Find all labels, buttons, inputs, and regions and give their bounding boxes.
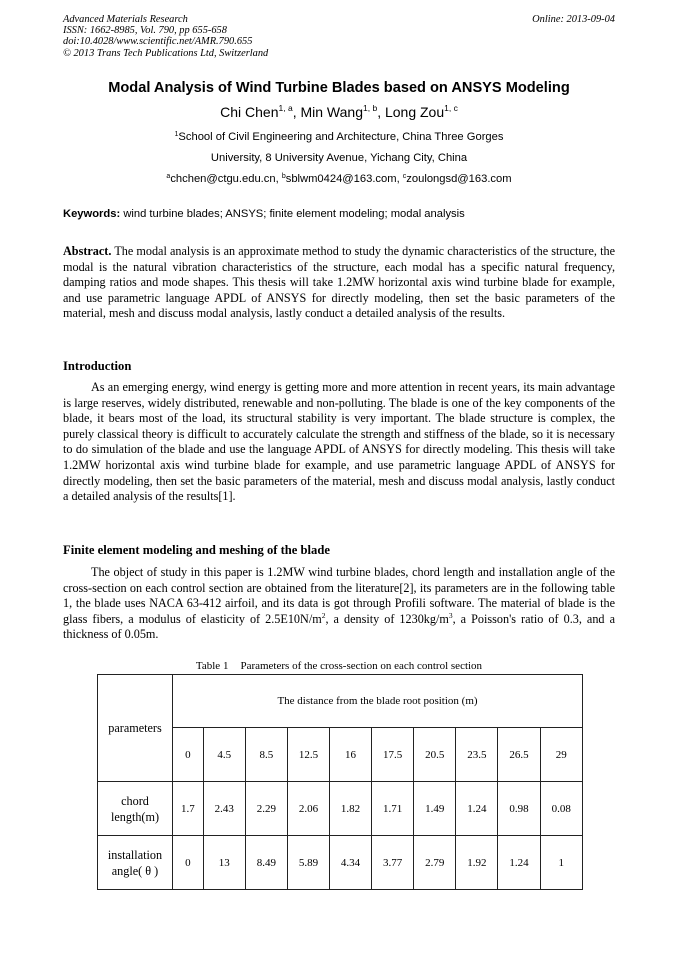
- table-cell: 1: [540, 836, 582, 890]
- section-heading-finite-element: Finite element modeling and meshing of the blade: [63, 543, 330, 557]
- email-sup: a: [166, 173, 171, 180]
- table-header-row: [98, 675, 583, 728]
- distance-cell: 17.5: [372, 728, 414, 782]
- distance-cell: 20.5: [414, 728, 456, 782]
- row-label-line: chord: [121, 793, 149, 808]
- table-cell: 1.82: [330, 782, 372, 836]
- table-cell: 1.92: [456, 836, 498, 890]
- table-number: Table 1: [195, 660, 229, 672]
- abstract-text: The modal analysis is an approximate method to study the dynamic characteristics of the structure, the modal is the natural vibration characteristics of the structure, each modal has a specific natural frequency, damping ratios and mode shapes. This thesis will take 1.2MW horizontal axis wind turbine blade for example, and use parametric language APDL of ANSYS for directly modeling, then set the basic parameters of the material, mesh and discuss modal analysis, lastly conduct a detailed analysis of the results.: [63, 244, 615, 321]
- table-cell: 0: [173, 836, 204, 890]
- row-label-line: angle( θ ): [111, 863, 159, 878]
- table-cell: 0.08: [540, 782, 582, 836]
- paragraph-text: The object of study in this paper is 1.2MW wind turbine blades, chord length and installation angle of the cross-section on each control section are obtained from the literature[2], its parameters are in the following table 1, the blade uses NACA 63-412 airfoil, and its data is got through Profili software. The material of blade is the glass fibers, a modulus of elasticity of 2.5E10N/m: [63, 565, 615, 626]
- author-name: Long Zou: [384, 104, 445, 120]
- email-sup: c: [402, 173, 407, 180]
- distance-cell: 12.5: [287, 728, 329, 782]
- affiliation-sup: 1: [174, 131, 179, 138]
- distance-cell: 16: [330, 728, 372, 782]
- introduction-paragraph: As an emerging energy, wind energy is getting more and more attention in recent years, its main advantage is large reserves, widely distributed, renewable and non-polluting. The blade is one of the key components of the blade, it bears most of the load, its structural stability is very important. The blade structure is complex, the purely classical theory is difficult to accurately calculate the strength and stiffness of the blade, so it is necessary to do simulation of the blade and use the language APDL of ANSYS for directly modeling. This thesis will take 1.2MW horizontal axis wind turbine blade for example, and use parametric language APDL of ANSYS for directly modeling, then set the basic parameters of the material, mesh and discuss modal analysis, lastly conduct a detailed analysis of the results[1].: [63, 380, 615, 504]
- doi-line: doi:10.4028/www.scientific.net/AMR.790.655: [63, 36, 253, 48]
- email-link[interactable]: sblwm0424@163.com: [285, 173, 397, 185]
- table-cell: 1.71: [372, 782, 414, 836]
- section-heading-introduction: Introduction: [63, 359, 132, 373]
- table-row: [98, 836, 583, 890]
- parameters-table: [97, 674, 583, 890]
- author-list: Chi Chen$^{1, a}$, Min Wang$^{1, b}$, Long Zou$^{1, c}$: [220, 103, 458, 120]
- keywords-text: wind turbine blades; ANSYS; finite element modeling; modal analysis: [123, 208, 465, 220]
- affiliation-line-2: University, 8 University Avenue, Yichang City, China: [210, 152, 468, 164]
- distance-span-header: The distance from the blade root position (m): [173, 675, 583, 728]
- copyright-line: © 2013 Trans Tech Publications Ltd, Switzerland: [63, 47, 269, 59]
- affiliation-line-1: [0, 131, 678, 143]
- abstract: [63, 244, 615, 322]
- email-line: $^a$chchen@ctgu.edu.cn, $^b$sblwm0424@163.com, $^c$zoulongsd@163.com: [166, 173, 512, 185]
- author-name: Chi Chen: [220, 104, 279, 120]
- table-cell: 0.98: [498, 782, 540, 836]
- row-label: [98, 836, 173, 890]
- table-caption: [0, 660, 678, 672]
- superscript: 3: [448, 610, 453, 620]
- distance-cell: 4.5: [203, 728, 245, 782]
- table-cell: 2.79: [414, 836, 456, 890]
- table-cell: 1.24: [498, 836, 540, 890]
- keywords-label: Keywords:: [63, 208, 121, 220]
- table-cell: 4.34: [330, 836, 372, 890]
- distance-cell: 8.5: [245, 728, 287, 782]
- paragraph-text: , a Poisson's ratio of 0.3, and a thickness of 0.05m.: [63, 611, 615, 642]
- finite-element-paragraph: [63, 565, 615, 643]
- distance-cell: 0: [173, 728, 204, 782]
- distance-cell: 26.5: [498, 728, 540, 782]
- issn-line: ISSN: 1662-8985, Vol. 790, pp 655-658: [63, 25, 227, 37]
- table-cell: 3.77: [372, 836, 414, 890]
- distance-cell: 23.5: [456, 728, 498, 782]
- email-link[interactable]: zoulongsd@163.com: [406, 173, 512, 185]
- table-cell: 2.43: [203, 782, 245, 836]
- superscript: 2: [321, 610, 326, 620]
- table-cell: 2.06: [287, 782, 329, 836]
- affiliation-text: School of Civil Engineering and Architecture, China Three Gorges: [178, 131, 504, 143]
- author-sup: 1, c: [444, 103, 458, 113]
- row-label: [98, 782, 173, 836]
- email-link[interactable]: chchen@ctgu.edu.cn: [170, 173, 276, 185]
- abstract-label: Abstract.: [63, 244, 112, 258]
- table-cell: 13: [203, 836, 245, 890]
- table-cell: 2.29: [245, 782, 287, 836]
- table-row: [98, 782, 583, 836]
- author-sup: 1, b: [363, 103, 378, 113]
- email-sup: b: [281, 173, 286, 180]
- corner-header: parameters: [98, 675, 173, 782]
- row-label-line: installation: [107, 847, 163, 862]
- paragraph-text: , a density of 1230kg/m: [325, 611, 449, 626]
- paper-title: Modal Analysis of Wind Turbine Blades based on ANSYS Modeling: [108, 80, 570, 96]
- table-cell: 5.89: [287, 836, 329, 890]
- journal-name: Advanced Materials Research: [63, 14, 188, 25]
- keywords: [63, 208, 465, 220]
- table-cell: 1.49: [414, 782, 456, 836]
- distance-cell: 29: [540, 728, 582, 782]
- table-cell: 8.49: [245, 836, 287, 890]
- table-cell: 1.7: [173, 782, 204, 836]
- row-label-line: length(m): [110, 809, 160, 824]
- table-cell: 1.24: [456, 782, 498, 836]
- online-date: Online: 2013-09-04: [532, 14, 615, 25]
- author-name: Min Wang: [300, 104, 363, 120]
- running-header: [63, 14, 268, 59]
- table-caption-text: Parameters of the cross-section on each control section: [240, 660, 483, 672]
- author-sup: 1, a: [278, 103, 293, 113]
